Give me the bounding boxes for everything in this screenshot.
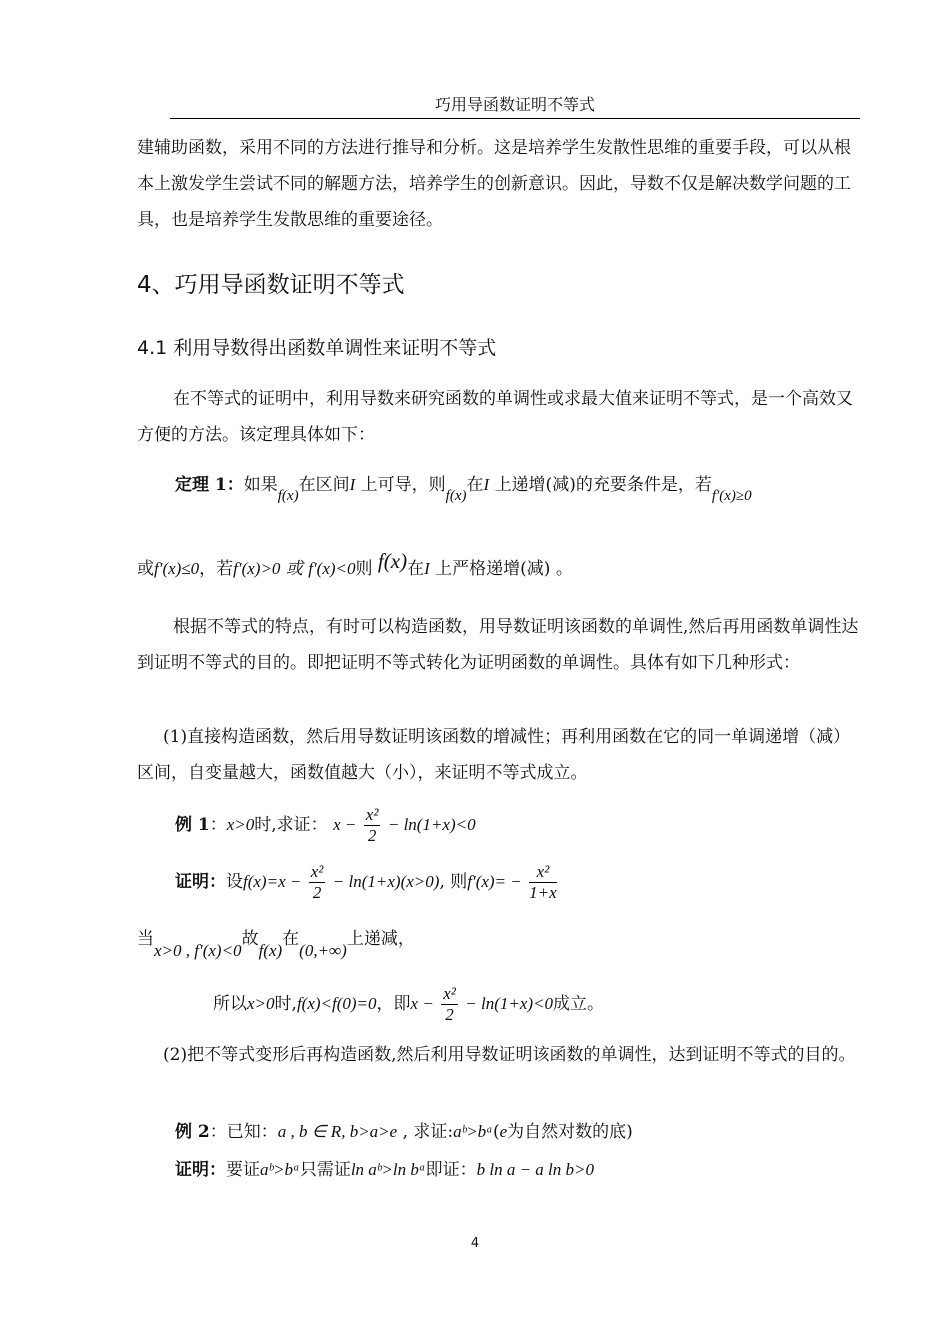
formula: − ln(1+x)<0	[465, 994, 554, 1013]
formula: x>0	[226, 815, 255, 834]
formula: x>0	[247, 994, 275, 1013]
formula: f′(x)≥0	[711, 488, 752, 504]
fraction: $\frac{\text{x²}}{1+x}$	[529, 862, 557, 902]
page-header: 巧用导函数证明不等式	[170, 92, 860, 119]
example-label: 例 1	[175, 815, 210, 835]
formula: I	[483, 475, 490, 494]
paragraph-construct: 根据不等式的特点，有时可以构造函数，用导数证明该函数的单调性,然后再用函数单调性达到证明不等式的目的。即把证明不等式转化为证明函数的单调性。具体有如下几种形式：	[137, 617, 859, 673]
formula: f(x)<f(0)=0	[296, 994, 377, 1013]
theorem-line-2: 或f′(x)≤0，若f′(x)>0 或 f′(x)<0则 f(x)在I 上严格递增(减) 。	[137, 549, 573, 579]
page-number: 4	[470, 1236, 480, 1251]
formula: (0,+∞)	[299, 941, 347, 960]
formula: f(x)=x −	[243, 872, 302, 891]
formula: f(x)	[258, 941, 283, 960]
theorem-label: 定理 1：	[175, 475, 244, 495]
section-title: 4、巧用导函数证明不等式	[137, 272, 405, 298]
formula: f(x)	[277, 488, 299, 504]
proof-label: 证明：	[175, 1160, 226, 1180]
example-label: 例 2	[175, 1122, 210, 1142]
example-2: 例 2：已知：a , b ∈ R, b>a>e , 求证:aᵇ>bᵃ(e为自然对数的底)	[175, 1122, 633, 1142]
formula: I	[424, 559, 430, 578]
formula: e	[499, 1122, 508, 1141]
formula: x −	[410, 994, 434, 1013]
paragraph-form-1: (1)直接构造函数，然后用导数证明该函数的增减性；再利用函数在它的同一单调递增（减）区间，自变量越大，函数值越大（小），来证明不等式成立。	[137, 727, 851, 783]
fraction: $\frac{\text{x²}}{2}$	[310, 862, 324, 902]
formula: − ln(1+x)<0	[387, 815, 476, 834]
fraction: $\frac{\text{x²}}{2}$	[443, 984, 456, 1024]
formula: x −	[333, 815, 357, 834]
formula: f(x)	[377, 549, 408, 573]
formula: a , b ∈ R, b>a>e	[277, 1122, 398, 1141]
formula: I	[349, 475, 356, 494]
formula: f(x)	[445, 488, 467, 504]
formula: f′(x)>0	[233, 559, 281, 578]
formula: f′(x)= −	[467, 872, 522, 891]
line-so: 所以x>0时,f(x)<f(0)=0，即x − $\frac{\text{x²}}{2}$ − ln(1+x)<0成立。	[213, 984, 605, 1024]
subsection-title: 4.1 利用导数得出函数单调性来证明不等式	[137, 337, 497, 359]
formula: aᵇ>bᵃ	[260, 1160, 300, 1179]
formula: ln aᵇ>ln bᵃ	[350, 1160, 426, 1179]
theorem-line-1: 定理 1：如果f(x)在区间I 上可导，则f(x)在I 上递增(减)的充要条件是，若f′(x)≥0	[175, 475, 752, 504]
formula: aᵇ>bᵃ	[453, 1122, 493, 1141]
formula: x>0 , f′(x)<0	[154, 941, 242, 960]
formula: − ln(1+x)(x>0)	[332, 872, 440, 891]
formula: f′(x)<0	[308, 559, 356, 578]
example-1: 例 1：x>0时,求证： x − $\frac{\text{x²}}{2}$ − ln(1+x)<0	[175, 805, 476, 845]
paragraph-form-2: (2)把不等式变形后再构造函数,然后利用导数证明该函数的单调性，达到证明不等式的目的。	[163, 1045, 856, 1065]
formula: f′(x)≤0	[154, 559, 200, 578]
formula: b ln a − a ln b>0	[476, 1160, 594, 1179]
paragraph-intro: 建辅助函数，采用不同的方法进行推导和分析。这是培养学生发散性思维的重要手段，可以从根本上激发学生尝试不同的解题方法，培养学生的创新意识。因此，导数不仅是解决数学问题的工具，也是培养学生发散思维的重要途径。	[137, 138, 851, 230]
proof-1: 证明：设f(x)=x − $\frac{\text{x²}}{2}$ − ln(1+x)(x>0), 则f′(x)= − $\frac{\text{x²}}{1+x}$	[175, 862, 557, 902]
proof-label: 证明：	[175, 872, 226, 892]
fraction: $\frac{\text{x²}}{2}$	[365, 805, 379, 845]
paragraph-method: 在不等式的证明中，利用导数来研究函数的单调性或求最大值来证明不等式，是一个高效又方便的方法。该定理具体如下：	[137, 389, 853, 445]
line-when: 当x>0 , f′(x)<0故f(x)在(0,+∞)上递减，	[137, 929, 415, 960]
proof-2: 证明：要证aᵇ>bᵃ只需证ln aᵇ>ln bᵃ即证：b ln a − a ln b>0	[175, 1160, 594, 1180]
